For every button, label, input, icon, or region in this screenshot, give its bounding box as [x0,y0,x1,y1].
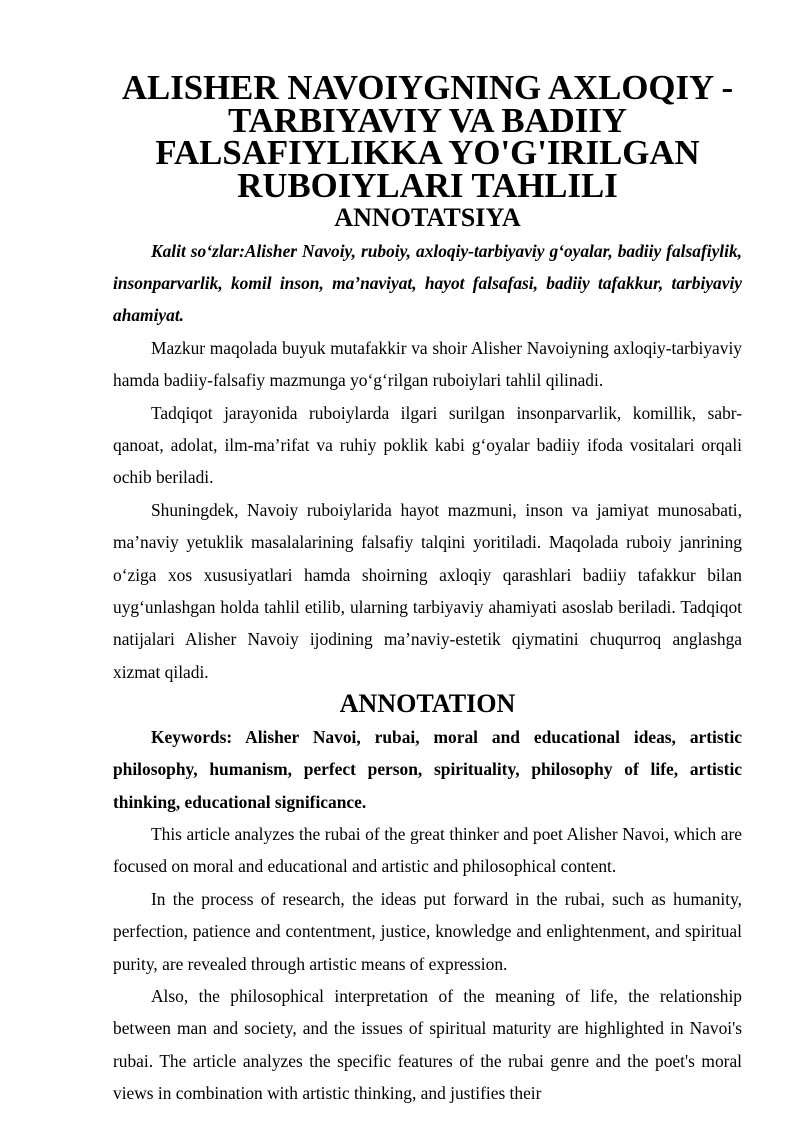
annotation-en-paragraph: Also, the philosophical interpretation of the meaning of life, the relationship between man and society, and the issues of spiritual maturity are highlighted in Navoi's rubai. The article analyzes the specific features of the rubai genre and the poet's moral views in combination with artistic thinking, and justifies their [113,985,742,1104]
annotation-en-paragraph: This article analyzes the rubai of the great thinker and poet Alisher Navoi, which are focused on moral and educational and artistic and philosophical content. [113,823,742,877]
annotation-uz-paragraph: Shuningdek, Navoiy ruboiylarida hayot mazmuni, inson va jamiyat munosabati, ma’naviy yetuklik masalalarining falsafiy talqini yoritiladi. Maqolada ruboiy janrining o‘ziga xos xususiyatlari hamda shoirning axloqiy qarashlari badiiy tafakkur bilan uyg‘unlashgan holda tahlil etilib, ularning tarbiyaviy ahamiyati asoslab beriladi. Tadqiqot natijalari Alisher Navoiy ijodining ma’naviy-estetik qiymatini chuqurroq anglashga xizmat qiladi. [113,499,742,682]
annotation-uz-keywords: Kalit so‘zlar:Alisher Navoiy, ruboiy, axloqiy-tarbiyaviy g‘oyalar, badiiy falsafiylik, insonparvarlik, komil inson, ma’naviyat, hayot falsafasi, badiiy tafakkur, tarbiyaviy ahamiyat. [113,240,742,326]
annotation-uz-paragraph: Mazkur maqolada buyuk mutafakkir va shoir Alisher Navoiyning axloqiy-tarbiyaviy hamda badiiy-falsafiy mazmunga yo‘g‘rilgan ruboiylari tahlil qilinadi. [113,337,742,391]
annotation-en-paragraph: In the process of research, the ideas put forward in the rubai, such as humanity, perfection, patience and contentment, justice, knowledge and enlightenment, and spiritual purity, are revealed through artistic means of expression. [113,888,742,974]
annotation-uz-heading: ANNOTATSIYA [334,203,521,232]
page-content [113,68,742,1110]
annotation-en-keywords: Keywords: Alisher Navoi, rubai, moral and educational ideas, artistic philosophy, humanism, perfect person, spirituality, philosophy of life, artistic thinking, educational significance. [113,726,742,812]
paper-title: ALISHER NAVOIYGNING AXLOQIY -TARBIYAVIY VA BADIIY FALSAFIYLIKKA YO'G'IRILGAN RUBOIYLARI TAHLILI [121,68,734,205]
annotation-en-heading: ANNOTATION [339,689,516,719]
annotation-uz-paragraph: Tadqiqot jarayonida ruboiylarda ilgari surilgan insonparvarlik, komillik, sabr-qanoat, adolat, ilm-ma’rifat va ruhiy poklik kabi g‘oyalar badiiy ifoda vositalari orqali ochib beriladi. [113,402,742,488]
